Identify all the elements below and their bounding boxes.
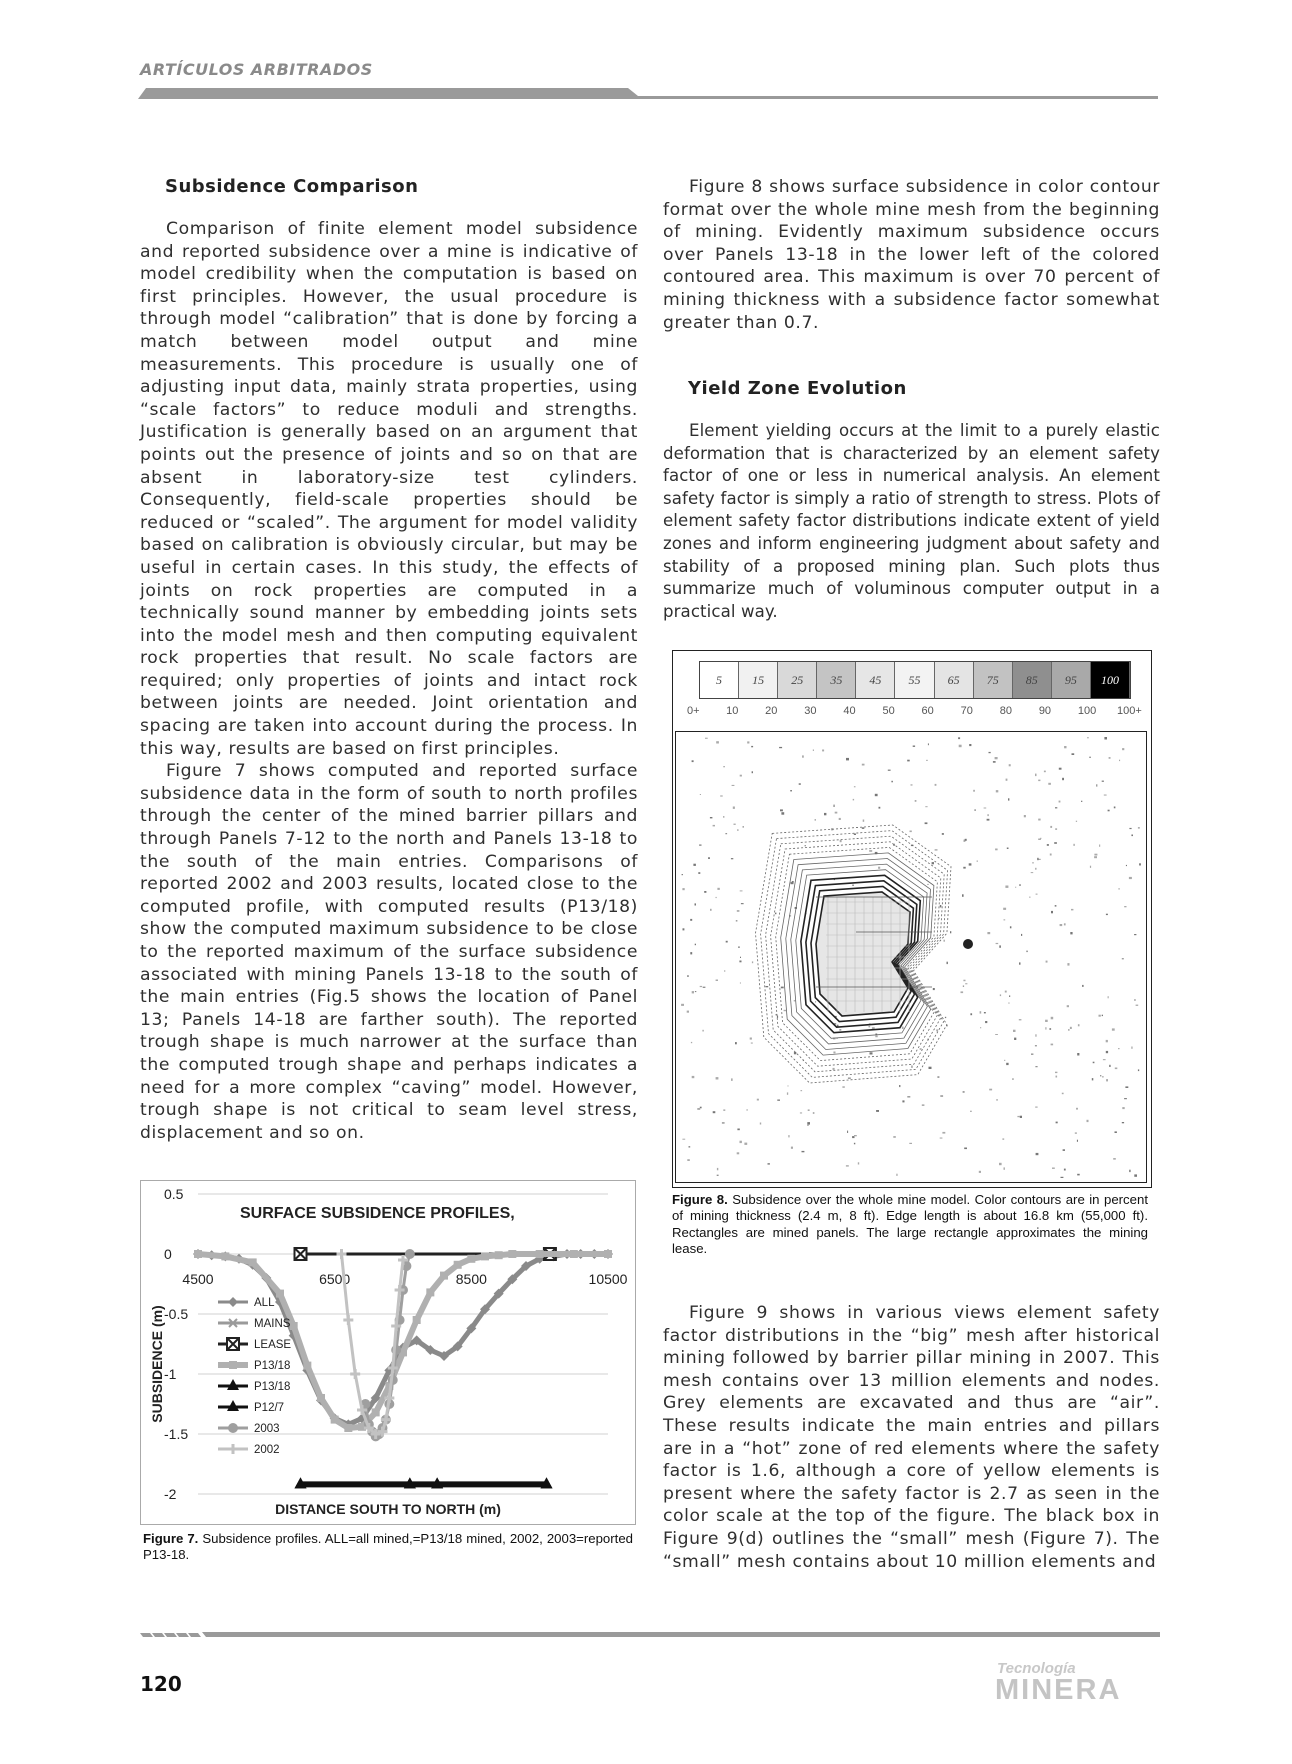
data-point	[317, 1394, 325, 1402]
data-point	[249, 1258, 257, 1266]
legend-label: P12/7	[254, 1402, 285, 1414]
logo-top-text: Tecnología	[997, 1660, 1076, 1677]
paragraph: Figure 8 shows surface subsidence in color contour format over the whole mine mesh from the beginning of mining. Evidently maximum subsidence occurs over Panels 13-18 in the lower left of the colored contoured area. This maximum is over 70 percent of mining thickness with a subsidence factor somewhat greater than 0.7.	[663, 177, 1160, 333]
figure-7	[140, 1180, 636, 1525]
scale-tick-label: 100	[1077, 705, 1097, 717]
scale-tick-label: 40	[843, 705, 856, 717]
scale-tick-label: 60	[921, 705, 934, 717]
data-point	[331, 1416, 339, 1424]
data-point	[426, 1288, 434, 1296]
caption-text: Subsidence profiles. ALL=all mined,=P13/18 mined, 2002, 2003=reported P13-18.	[143, 1531, 633, 1563]
data-point	[290, 1322, 298, 1330]
data-point	[454, 1261, 462, 1269]
chart-title: SURFACE SUBSIDENCE PROFILES,	[240, 1205, 515, 1222]
data-point	[413, 1316, 421, 1324]
data-point	[221, 1252, 229, 1260]
y-tick-label: -2	[164, 1486, 177, 1502]
figure-8	[672, 650, 1152, 1188]
y-axis-label: SUBSIDENCE (m)	[149, 1305, 165, 1423]
scale-cell: 100	[1091, 662, 1130, 698]
data-point	[604, 1250, 612, 1258]
y-tick-label: -1.5	[164, 1426, 189, 1442]
yield-zone-heading: Yield Zone Evolution	[688, 378, 907, 399]
y-tick-label: 0.5	[164, 1186, 184, 1202]
scale-cell: 35	[817, 662, 856, 698]
scale-tick-label: 0+	[687, 705, 700, 717]
data-point	[372, 1408, 380, 1416]
scale-cell: 75	[974, 662, 1013, 698]
chart-frame	[141, 1181, 636, 1525]
legend-label: LEASE	[254, 1339, 292, 1351]
subsidence-contour-map	[676, 732, 1146, 1182]
page-number: 120	[140, 1672, 182, 1696]
scale-tick-label: 70	[960, 705, 973, 717]
data-point	[508, 1250, 516, 1258]
right-paragraph-fig8	[663, 176, 1160, 334]
journal-logo	[995, 1660, 1165, 1710]
scale-cell: 85	[1013, 662, 1052, 698]
header-rule	[138, 86, 1158, 100]
y-tick-label: -1	[164, 1366, 177, 1382]
right-paragraph-yield	[663, 420, 1160, 623]
figure-8-caption	[672, 1192, 1148, 1258]
data-point	[276, 1290, 284, 1298]
scale-ticks	[687, 705, 1142, 721]
data-point	[194, 1250, 202, 1258]
scale-cell: 5	[700, 662, 739, 698]
scale-cell: 45	[856, 662, 895, 698]
caption-text: Subsidence over the whole mine model. Color contours are in percent of mining thickness (2.4 m, 8 ft). Edge length is about 16.8 km (55,000 ft). Rectangles are mined panels. The large rectangle approximates the mining lease.	[672, 1192, 1148, 1257]
scale-tick-label: 20	[765, 705, 778, 717]
data-point	[405, 1249, 415, 1259]
data-point	[303, 1362, 311, 1370]
x-axis-label: DISTANCE SOUTH TO NORTH (m)	[275, 1501, 501, 1517]
scale-tick-label: 50	[882, 705, 895, 717]
paragraph: Figure 9 shows in various views element safety factor distributions in the “big” mesh after historical mining followed by barrier pillar mining in 2007. This mesh contains over 13 million elements and nodes. Grey elements are excavated and thus are “air”. These results indicate the main entries and pillars are in a “hot” zone of red elements where the safety factor is 1.6, although a core of yellow elements is present where the safety factor is 2.7 as seen in the color scale at the top of the figure. The black box in Figure 9(d) outlines the “small” mesh (Figure 7). The “small” mesh contains about 10 million elements and	[663, 1303, 1160, 1572]
paragraph: Element yielding occurs at the limit to a purely elastic deformation that is characterized by an element safety factor of one or less in numerical analysis. An element safety factor is simply a ratio of strength to stress. Plots of element safety factor distributions indicate extent of yield zones and inform engineering judgment about safety and stability of a proposed mining plan. Such plots thus summarize much of voluminous computer output in a practical way.	[663, 421, 1160, 621]
scale-cell: 15	[739, 662, 778, 698]
x-tick-label: 6500	[319, 1271, 351, 1287]
y-tick-label: -0.5	[164, 1306, 189, 1322]
logo-bottom-text: MINERA	[995, 1674, 1122, 1706]
data-point	[570, 1250, 578, 1258]
subsidence-profiles-chart	[140, 1180, 636, 1525]
x-tick-label: 10500	[588, 1271, 628, 1287]
contour-map	[675, 731, 1147, 1183]
x-tick-label: 4500	[182, 1271, 214, 1287]
scale-tick-label: 80	[999, 705, 1012, 717]
color-scale	[699, 661, 1131, 699]
left-column-text	[140, 218, 638, 1144]
subsidence-contours	[756, 825, 952, 1083]
y-tick-label: 0	[164, 1246, 172, 1262]
paragraph: Comparison of finite element model subsidence and reported subsidence over a mine is indicative of model credibility when the computation is based on first principles. However, the usual procedure is through model “calibration” that is done by forcing a match between model output and mine measurements. This procedure is usually one of adjusting input data, mainly strata properties, using “scale factors” to reduce moduli and strengths. Justification is generally based on an argument that points out the presence of joints and so on that are absent in laboratory-size test cylinders. Consequently, field-scale properties should be reduced or “scaled”. The argument for model validity based on calibration is obviously circular, but may be useful in certain cases. In this study, the effects of joints on rock properties are computed in a technically sound manner by embedding joints sets into the model mesh and then computing equivalent rock properties that result. No scale factors are required; only properties of joints and intact rock between joints are needed. Joint orientation and spacing are taken into account during the process. In this way, results are based on first principles.	[140, 219, 638, 759]
right-paragraph-fig9	[663, 1302, 1160, 1573]
footer-rule	[140, 1630, 1160, 1640]
scale-tick-label: 10	[726, 705, 739, 717]
caption-label: Figure 7.	[143, 1531, 199, 1546]
caption-label: Figure 8.	[672, 1192, 728, 1207]
data-point	[467, 1255, 475, 1263]
data-point	[495, 1251, 503, 1259]
figure-7-caption	[143, 1531, 633, 1564]
data-point	[481, 1252, 489, 1260]
legend-label: MAINS	[254, 1318, 291, 1330]
subsidence-comparison-heading: Subsidence Comparison	[165, 176, 419, 197]
scale-cell: 95	[1052, 662, 1091, 698]
legend-label: ALL	[254, 1297, 275, 1309]
paragraph: Figure 7 shows computed and reported surface subsidence data in the form of south to north profiles through the center of the mined barrier pillars and through Panels 7-12 to the north and Panels 13-18 to the south of the main entries. Comparisons of reported 2002 and 2003 results, located close to the computed profile, with computed results (P13/18) show the computed maximum subsidence to be close to the reported maximum of the surface subsidence associated with mining Panels 13-18 to the south of the main entries (Fig.5 shows the location of Panel 13; Panels 14-18 are farther south). The reported trough shape is much narrower at the surface than the computed trough shape and perhaps indicates a need for a more complex “caving” model. However, trough shape is not critical to seam level stress, displacement and so on.	[140, 761, 638, 1143]
scale-cell: 55	[895, 662, 934, 698]
scale-cell: 25	[778, 662, 817, 698]
section-label: ARTÍCULOS ARBITRADOS	[140, 60, 373, 79]
data-point	[440, 1272, 448, 1280]
data-point	[228, 1423, 238, 1433]
legend-label: 2002	[254, 1444, 280, 1456]
data-point	[229, 1361, 237, 1369]
scale-tick-label: 30	[804, 705, 817, 717]
scale-cell: 65	[935, 662, 974, 698]
legend-label: P13/18	[254, 1360, 291, 1372]
scale-tick-label: 100+	[1117, 705, 1142, 717]
legend-label: P13/18	[254, 1381, 291, 1393]
data-point	[536, 1250, 544, 1258]
data-point	[344, 1424, 352, 1432]
scale-tick-label: 90	[1038, 705, 1052, 717]
legend-label: 2003	[254, 1423, 280, 1435]
x-tick-label: 8500	[455, 1271, 487, 1287]
